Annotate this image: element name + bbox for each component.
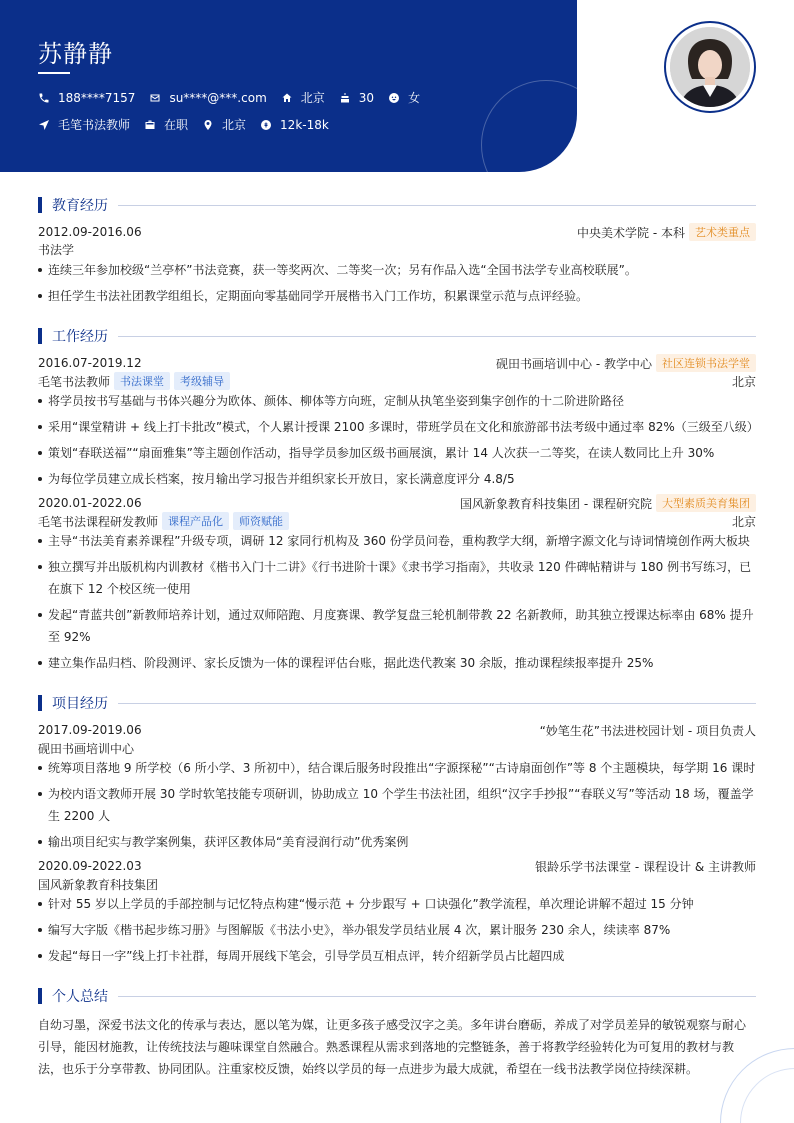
avatar-frame <box>664 21 756 113</box>
city-item <box>281 89 325 106</box>
list-item: 策划“春联送福”“扇面雅集”等主题创作活动，指导学员参加区级书画展演，累计 14 人次获一二等奖，在读人数同比上升 30% <box>38 442 756 464</box>
work-header <box>38 354 756 372</box>
project-title: 银龄乐学书法课堂 - 课程设计 & 主讲教师 <box>535 859 756 874</box>
candidate-name: 苏静静 <box>38 40 113 68</box>
education-period: 2012.09-2016.06 <box>38 225 142 239</box>
list-item: 采用“课堂精讲 + 线上打卡批改”模式，个人累计授课 2100 多课时，带班学员在文化和旅游部书法考级中通过率 82%（三级至八级） <box>38 416 756 438</box>
target-city-text: 北京 <box>222 118 247 132</box>
phone-item <box>38 91 135 105</box>
work-skill-tag: 课程产品化 <box>162 512 229 530</box>
pin-icon <box>202 119 214 131</box>
work-company: 砚田书画培训中心 - 教学中心 <box>496 356 652 371</box>
list-item: 独立撰写并出版机构内训教材《楷书入门十二讲》《行书进阶十课》《隶书学习指南》，共收录 120 件碑帖精讲与 180 例书写练习，已在旗下 12 个校区统一使用 <box>38 556 756 600</box>
coin-icon <box>260 119 272 131</box>
project-org: 砚田书画培训中心 <box>38 741 135 756</box>
section-title-work: 工作经历 <box>52 329 108 345</box>
work-company-tag: 大型素质美育集团 <box>656 494 756 512</box>
work-role-row <box>38 372 756 390</box>
target-city-item <box>202 116 246 133</box>
work-skill-tag: 书法课堂 <box>114 372 170 390</box>
section-divider <box>118 996 756 997</box>
cake-icon <box>339 92 351 104</box>
section-bar <box>38 328 42 344</box>
work-company-group <box>496 354 756 372</box>
status-item <box>144 116 188 133</box>
section-divider <box>118 336 756 337</box>
section-bar <box>38 197 42 213</box>
work-location: 北京 <box>731 374 756 389</box>
education-major: 书法学 <box>38 242 75 257</box>
education-major-row <box>38 240 756 258</box>
name-underline <box>38 72 70 74</box>
avatar <box>670 27 750 107</box>
list-item: 发起“青蓝共创”新教师培养计划，通过双师陪跑、月度赛课、教学复盘三轮机制带教 22 名新教师，助其独立授课达标率由 68% 提升至 92% <box>38 604 756 648</box>
work-role-group <box>38 372 230 390</box>
salary-item <box>260 118 329 132</box>
section-bar <box>38 988 42 1004</box>
list-item: 主导“书法美育素养课程”升级专项，调研 12 家同行机构及 360 份学员问卷，重构教学大纲，新增字源文化与诗词情境创作两大板块 <box>38 530 756 552</box>
status-text: 在职 <box>164 118 189 132</box>
list-item: 连续三年参加校级“兰亭杯”书法竞赛，获一等奖两次、二等奖一次；另有作品入选“全国书法学专业高校联展”。 <box>38 259 756 281</box>
education-tag: 艺术类重点 <box>689 223 756 241</box>
list-item: 统筹项目落地 9 所学校（6 所小学、3 所初中），结合课后服务时段推出“字源探秘”“古诗扇面创作”等 8 个主题模块，每学期 16 课时 <box>38 757 756 779</box>
section-work <box>38 327 756 345</box>
education-school-group <box>577 223 756 241</box>
section-project <box>38 694 756 712</box>
face-icon <box>388 92 400 104</box>
work-role: 毛笔书法教师 <box>38 374 111 389</box>
education-header <box>38 223 756 241</box>
work-location: 北京 <box>731 514 756 529</box>
age-item <box>339 91 374 105</box>
job-item <box>38 116 130 133</box>
section-bar <box>38 695 42 711</box>
project-period: 2020.09-2022.03 <box>38 859 142 873</box>
list-item: 担任学生书法社团教学组组长，定期面向零基础同学开展楷书入门工作坊，积累课堂示范与点评经验。 <box>38 285 756 307</box>
mail-icon <box>149 92 161 104</box>
home-icon <box>281 92 293 104</box>
project-org-row <box>38 739 756 757</box>
project-header <box>38 857 756 875</box>
summary-text: 自幼习墨，深爱书法文化的传承与表达，愿以笔为媒，让更多孩子感受汉字之美。多年讲台磨砺，养成了对学员差异的敏锐观察与耐心引导，能因材施教，让传统技法与趣味课堂自然融合。熟悉课程从需求到落地的完整链条，善于将教学经验转化为可复用的教材与教法，也乐于分享带教、协同团队。注重家校反馈，始终以学员的每一点进步为最大成就，希望在一线书法教学岗位持续深耕。 <box>38 1018 747 1076</box>
briefcase-icon <box>144 119 156 131</box>
section-title-project: 项目经历 <box>52 696 108 712</box>
work-role-row <box>38 512 756 530</box>
work-role: 毛笔书法课程研发教师 <box>38 514 159 529</box>
section-divider <box>118 205 756 206</box>
section-divider <box>118 703 756 704</box>
salary-text: 12k-18k <box>280 117 329 132</box>
list-item: 建立集作品归档、阶段测评、家长反馈为一体的课程评估台账，据此迭代教案 30 余版，推动课程续报率提升 25% <box>38 652 756 674</box>
work-company-tag: 社区连锁书法学堂 <box>656 354 756 372</box>
list-item: 发起“每日一字”线上打卡社群，每周开展线下笔会，引导学员互相点评，转介绍新学员占比超四成 <box>38 945 756 967</box>
list-item: 为每位学员建立成长档案，按月输出学习报告并组织家长开放日，家长满意度评分 4.8/5 <box>38 468 756 490</box>
project-header <box>38 721 756 739</box>
intent-row <box>38 116 343 133</box>
contact-row <box>38 89 434 106</box>
section-education <box>38 196 756 214</box>
gender-text: 女 <box>408 91 421 105</box>
education-school: 中央美术学院 - 本科 <box>577 225 685 240</box>
list-item: 将学员按书写基础与书体兴趣分为欧体、颜体、柳体等方向班，定制从执笔坐姿到集字创作的十二阶进阶路径 <box>38 390 756 412</box>
phone-text: 188****7157 <box>58 90 136 105</box>
email-item <box>149 91 266 105</box>
work-header <box>38 494 756 512</box>
resume-header <box>0 0 577 172</box>
project-period: 2017.09-2019.06 <box>38 723 142 737</box>
work-skill-tag: 师资赋能 <box>233 512 289 530</box>
section-summary <box>38 987 756 1005</box>
gender-item <box>388 89 420 106</box>
work-company: 国风新象教育科技集团 - 课程研究院 <box>460 496 652 511</box>
work-skill-tag: 考级辅导 <box>174 372 230 390</box>
work-role-group <box>38 512 289 530</box>
job-text: 毛笔书法教师 <box>58 118 131 132</box>
section-title-summary: 个人总结 <box>52 989 108 1005</box>
section-title-education: 教育经历 <box>52 198 108 214</box>
list-item: 针对 55 岁以上学员的手部控制与记忆特点构建“慢示范 + 分步跟写 + 口诀强化”教学流程，单次理论讲解不超过 15 分钟 <box>38 893 756 915</box>
work-period: 2016.07-2019.12 <box>38 356 142 370</box>
phone-icon <box>38 92 50 104</box>
work-company-group <box>460 494 756 512</box>
email-text: su****@***.com <box>169 90 267 105</box>
project-title: “妙笔生花”书法进校园计划 - 项目负责人 <box>539 723 756 738</box>
send-icon <box>38 119 50 131</box>
list-item: 输出项目纪实与教学案例集，获评区教体局“美育浸润行动”优秀案例 <box>38 831 756 853</box>
city-text: 北京 <box>300 91 325 105</box>
age-text: 30 <box>358 90 375 105</box>
project-org: 国风新象教育科技集团 <box>38 877 159 892</box>
project-org-row <box>38 875 756 893</box>
list-item: 为校内语文教师开展 30 学时软笔技能专项研训，协助成立 10 个学生书法社团，组织“汉字手抄报”“春联义写”等活动 18 场，覆盖学生 2200 人 <box>38 783 756 827</box>
header-decoration <box>481 80 577 172</box>
list-item: 编写大字版《楷书起步练习册》与图解版《书法小史》，举办银发学员结业展 4 次，累计服务 230 余人，续读率 87% <box>38 919 756 941</box>
work-period: 2020.01-2022.06 <box>38 496 142 510</box>
